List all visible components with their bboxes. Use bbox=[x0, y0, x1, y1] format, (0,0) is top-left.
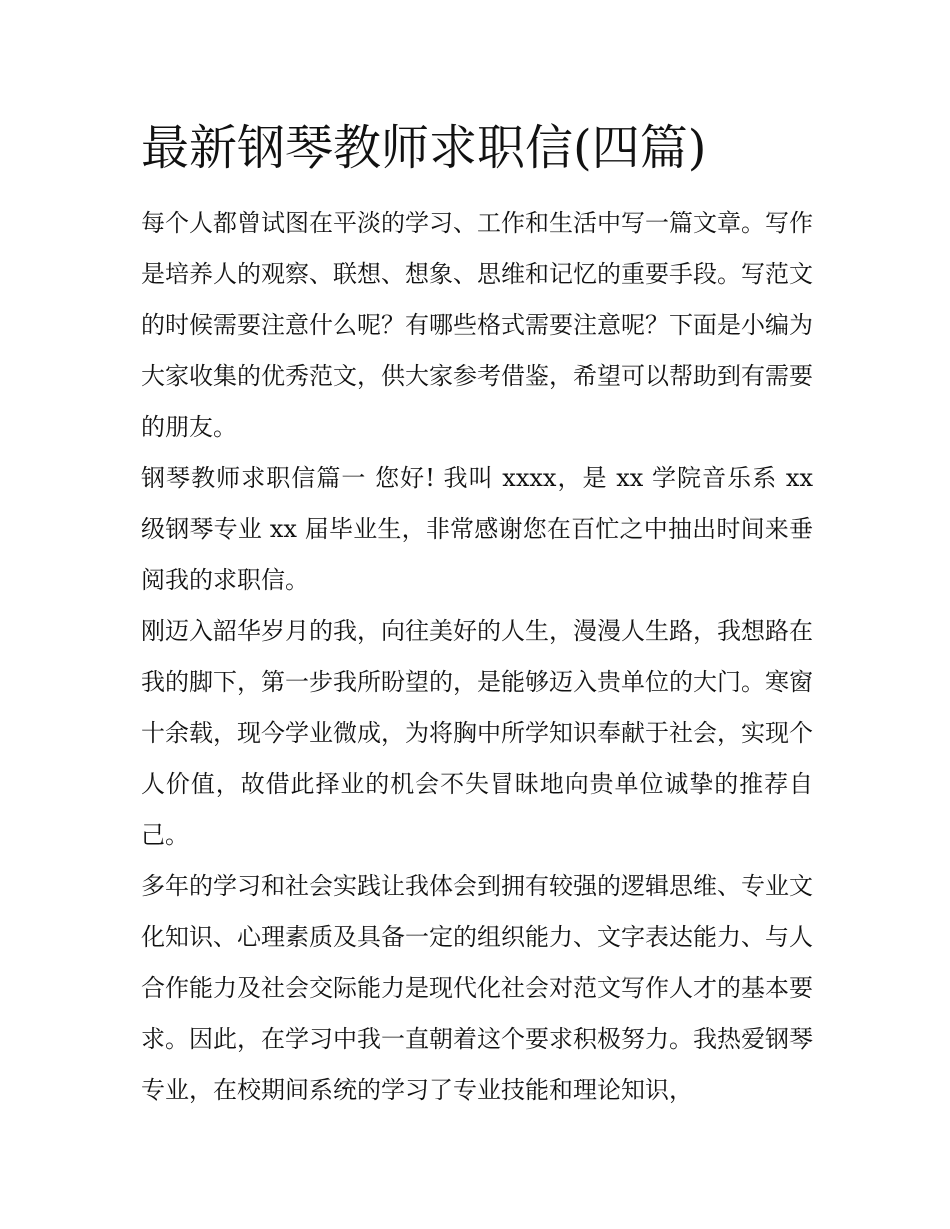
paragraph-intro: 每个人都曾试图在平淡的学习、工作和生活中写一篇文章。写作是培养人的观察、联想、想象、思维和记忆的重要手段。写范文的时候需要注意什么呢？有哪些格式需要注意呢？下面是小编为大家收集的优秀范文，供大家参考借鉴，希望可以帮助到有需要的朋友。 bbox=[141, 209, 813, 441]
paragraph-greeting: 钢琴教师求职信篇一 您好! 我叫 xxxx，是 xx 学院音乐系 xx 级钢琴专业 xx 届毕业生，非常感谢您在百忙之中抽出时间来垂阅我的求职信。 bbox=[141, 464, 813, 594]
paragraph-aspiration: 刚迈入韶华岁月的我，向往美好的人生，漫漫人生路，我想路在我的脚下，第一步我所盼望的，是能够迈入贵单位的大门。寒窗十余载，现今学业微成，为将胸中所学知识奉献于社会，实现个人价值，故借此择业的机会不失冒昧地向贵单位诚挚的推荐自己。 bbox=[141, 617, 813, 849]
paragraph-experience: 多年的学习和社会实践让我体会到拥有较强的逻辑思维、专业文化知识、心理素质及具备一定的组织能力、文字表达能力、与人合作能力及社会交际能力是现代化社会对范文写作人才的基本要求。因此，在学习中我一直朝着这个要求积极努力。我热爱钢琴专业，在校期间系统的学习了专业技能和理论知识， bbox=[141, 872, 813, 1104]
document-page bbox=[141, 118, 813, 1116]
document-title: 最新钢琴教师求职信(四篇) bbox=[141, 120, 707, 176]
